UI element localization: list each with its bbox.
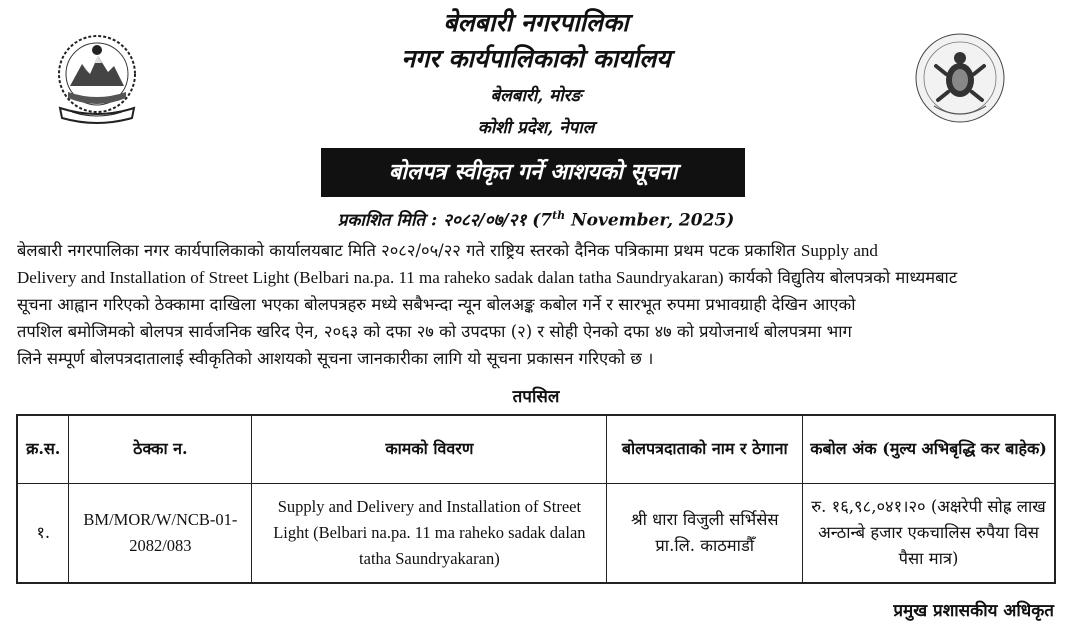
col-header-description: कामको विवरण (252, 415, 607, 483)
published-date-suffix: November, 2025) (565, 210, 735, 231)
body-line-1 (17, 237, 1057, 264)
cell-amount: रु. १६,९८,०४१।२० (अक्षरेपी सोह्र लाख अन्ठान्बे हजार एकचालिस रुपैया विस पैसा मात्र) (803, 483, 1055, 583)
table-header-row (17, 415, 1055, 483)
details-heading: तपसिल (512, 387, 560, 407)
notice-body-paragraph (17, 237, 1057, 372)
col-header-serial: क्र.स. (17, 415, 69, 483)
body-line-3: सूचना आह्वान गरिएको ठेक्कामा दाखिला भएका बोलपत्रहरु मध्ये सबैभन्दा न्यून बोलअङ्क कबोल गर्ने र सारभूत रुपमा प्रभावग्राही देखिन आएको (17, 295, 856, 314)
body-line-5: लिने सम्पूर्ण बोलपत्रदातालाई स्वीकृतिको आशयको सूचना जानकारीका लागि यो सूचना प्रकासन गरिएको छ । (17, 349, 654, 368)
body-line-1-latin: Supply and (800, 241, 878, 260)
body-line-4: तपशिल बमोजिमको बोलपत्र सार्वजनिक खरिद ऐन, २०६३ को दफा २७ को उपदफा (२) र सोही ऐनको दफा ४७ को प्रयोजनार्थ बोलपत्रमा भाग (17, 322, 852, 341)
table-row (17, 483, 1055, 583)
notice-title-banner: बोलपत्र स्वीकृत गर्ने आशयको सूचना (321, 148, 745, 197)
cell-description: Supply and Delivery and Installation of Street Light (Belbari na.pa. 11 ma raheko sadak dalan tatha Saundryakaran) (252, 483, 607, 583)
body-line-2-latin: Delivery and Installation of Street Light (Belbari na.pa. 11 ma raheko sadak dalan tatha Saundryakaran) (17, 268, 724, 287)
col-header-bidder: बोलपत्रदाताको नाम र ठेगाना (607, 415, 803, 483)
office-name: नगर कार्यपालिकाको कार्यालय (401, 44, 671, 73)
col-header-contract-no: ठेक्का न. (69, 415, 252, 483)
body-line-2-text: कार्यको विद्युतिय बोलपत्रको माध्यमबाट (723, 268, 958, 287)
published-date (0, 203, 1072, 234)
published-date-prefix: प्रकाशित मिति : २०८२/०७/२१ (7 (337, 210, 553, 231)
cell-bidder: श्री धारा विजुली सर्भिसेस प्रा.लि. काठमाडौँ (607, 483, 803, 583)
published-date-ordinal: th (552, 209, 566, 222)
body-line-1-text: बेलबारी नगरपालिका नगर कार्यपालिकाको कार्यालयबाट मिति २०८२/०५/२२ गते राष्ट्रिय स्तरको दैनिक पत्रिकामा प्रथम पटक प्रकाशित (17, 241, 801, 260)
signoff-title: प्रमुख प्रशासकीय अधिकृत (893, 601, 1054, 621)
body-line-2 (17, 264, 1057, 291)
bid-details-table (16, 414, 1056, 584)
office-province: कोशी प्रदेश, नेपाल (477, 118, 595, 138)
municipality-name: बेलबारी नगरपालिका (443, 8, 629, 37)
office-location: बेलबारी, मोरङ (490, 86, 582, 106)
col-header-amount: कबोल अंक (मुल्य अभिबृद्धि कर बाहेक) (803, 415, 1055, 483)
cell-contract-no: BM/MOR/W/NCB-01-2082/083 (69, 483, 252, 583)
cell-serial: १. (17, 483, 69, 583)
